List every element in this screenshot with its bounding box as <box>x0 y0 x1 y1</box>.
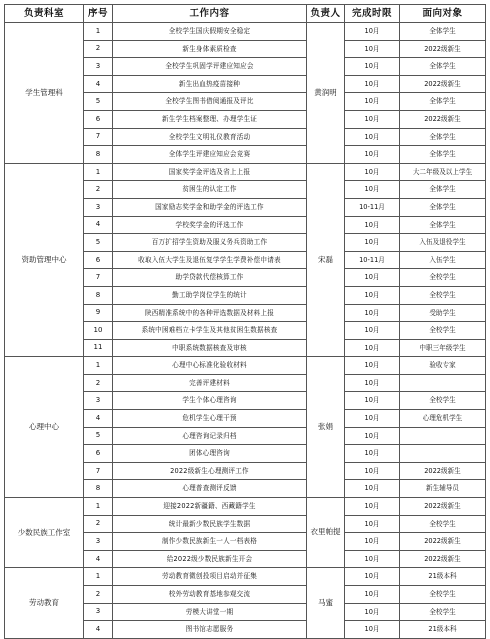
target-cell: 全体学生 <box>400 58 486 76</box>
deadline-cell: 10月 <box>345 163 400 181</box>
seq-cell: 7 <box>84 462 113 480</box>
seq-cell: 3 <box>84 533 113 551</box>
deadline-cell: 10-11月 <box>345 251 400 269</box>
target-cell <box>400 374 486 392</box>
target-cell: 全校学生 <box>400 392 486 410</box>
deadline-cell: 10月 <box>345 374 400 392</box>
seq-cell: 8 <box>84 286 113 304</box>
seq-cell: 9 <box>84 304 113 322</box>
seq-cell: 3 <box>84 198 113 216</box>
task-cell: 危机学生心理干预 <box>113 410 307 428</box>
header-row <box>5 5 486 23</box>
header-task: 工作内容 <box>113 5 307 23</box>
seq-cell: 2 <box>84 515 113 533</box>
deadline-cell: 10月 <box>345 480 400 498</box>
seq-cell: 11 <box>84 339 113 357</box>
deadline-cell: 10月 <box>345 427 400 445</box>
seq-cell: 2 <box>84 586 113 604</box>
target-cell: 验收专家 <box>400 357 486 375</box>
deadline-cell: 10月 <box>345 339 400 357</box>
task-cell: 中职系统数据核查及审核 <box>113 339 307 357</box>
header-person: 负责人 <box>307 5 345 23</box>
seq-cell: 4 <box>84 216 113 234</box>
dept-cell: 学生管理科 <box>5 23 84 164</box>
deadline-cell: 10月 <box>345 234 400 252</box>
seq-cell: 1 <box>84 163 113 181</box>
task-cell: 劳模大讲堂一期 <box>113 603 307 621</box>
seq-cell: 2 <box>84 374 113 392</box>
target-cell: 全体学生 <box>400 23 486 41</box>
header-seq: 序号 <box>84 5 113 23</box>
seq-cell: 3 <box>84 392 113 410</box>
deadline-cell: 10月 <box>345 269 400 287</box>
target-cell: 2022级新生 <box>400 462 486 480</box>
target-cell: 全校学生 <box>400 269 486 287</box>
work-plan-table <box>4 4 486 639</box>
seq-cell: 8 <box>84 480 113 498</box>
person-cell: 张娟 <box>307 357 345 498</box>
target-cell: 全体学生 <box>400 93 486 111</box>
deadline-cell: 10月 <box>345 357 400 375</box>
task-cell: 迎接2022新疆籍、西藏籍学生 <box>113 498 307 516</box>
task-cell: 学校奖学金的评选工作 <box>113 216 307 234</box>
task-cell: 完善评建材料 <box>113 374 307 392</box>
task-cell: 心理普查测评反馈 <box>113 480 307 498</box>
target-cell: 21级本科 <box>400 568 486 586</box>
target-cell: 2022级新生 <box>400 498 486 516</box>
seq-cell: 6 <box>84 445 113 463</box>
table-row <box>5 163 486 181</box>
task-cell: 给2022级少数民族新生开会 <box>113 550 307 568</box>
task-cell: 新生学生档案整理、办理学生证 <box>113 110 307 128</box>
table-row <box>5 23 486 41</box>
dept-cell: 少数民族工作室 <box>5 498 84 568</box>
target-cell: 全体学生 <box>400 128 486 146</box>
deadline-cell: 10月 <box>345 550 400 568</box>
deadline-cell: 10月 <box>345 216 400 234</box>
deadline-cell: 10月 <box>345 110 400 128</box>
target-cell: 心理危机学生 <box>400 410 486 428</box>
target-cell: 新生辅导员 <box>400 480 486 498</box>
target-cell: 2022级新生 <box>400 550 486 568</box>
work-plan-sheet <box>4 4 485 639</box>
task-cell: 系统中困难档立卡学生及其他贫困生数据核查 <box>113 322 307 340</box>
deadline-cell: 10月 <box>345 462 400 480</box>
target-cell: 21级本科 <box>400 621 486 639</box>
deadline-cell: 10月 <box>345 392 400 410</box>
task-cell: 图书馆志愿服务 <box>113 621 307 639</box>
target-cell: 全校学生 <box>400 515 486 533</box>
seq-cell: 5 <box>84 93 113 111</box>
deadline-cell: 10月 <box>345 304 400 322</box>
task-cell: 校外劳动教育基地参观交流 <box>113 586 307 604</box>
deadline-cell: 10月 <box>345 603 400 621</box>
header-deadline: 完成时限 <box>345 5 400 23</box>
deadline-cell: 10月 <box>345 146 400 164</box>
deadline-cell: 10月 <box>345 40 400 58</box>
seq-cell: 2 <box>84 181 113 199</box>
person-cell: 黄润明 <box>307 23 345 164</box>
header-target: 面向对象 <box>400 5 486 23</box>
seq-cell: 4 <box>84 621 113 639</box>
target-cell: 受助学生 <box>400 304 486 322</box>
deadline-cell: 10月 <box>345 410 400 428</box>
target-cell: 全校学生 <box>400 603 486 621</box>
task-cell: 制作少数民族新生一人一档表格 <box>113 533 307 551</box>
seq-cell: 1 <box>84 568 113 586</box>
target-cell <box>400 427 486 445</box>
task-cell: 新生出血热疫苗接种 <box>113 75 307 93</box>
target-cell: 全体学生 <box>400 181 486 199</box>
seq-cell: 4 <box>84 550 113 568</box>
seq-cell: 3 <box>84 58 113 76</box>
target-cell: 中职三年级学生 <box>400 339 486 357</box>
seq-cell: 7 <box>84 269 113 287</box>
task-cell: 国家奖学金评选及省上上报 <box>113 163 307 181</box>
target-cell: 2022级新生 <box>400 110 486 128</box>
seq-cell: 3 <box>84 603 113 621</box>
target-cell: 大二年级及以上学生 <box>400 163 486 181</box>
task-cell: 全校学生国庆假期安全稳定 <box>113 23 307 41</box>
deadline-cell: 10月 <box>345 445 400 463</box>
person-cell: 宋磊 <box>307 163 345 357</box>
task-cell: 百万扩招学生资助及服义务兵资助工作 <box>113 234 307 252</box>
task-cell: 全校学生文明礼仪教育活动 <box>113 128 307 146</box>
target-cell: 全体学生 <box>400 216 486 234</box>
seq-cell: 2 <box>84 40 113 58</box>
task-cell: 全体学生评建应知应会竞赛 <box>113 146 307 164</box>
target-cell: 全校学生 <box>400 322 486 340</box>
target-cell: 2022级新生 <box>400 75 486 93</box>
task-cell: 心理咨询记录归档 <box>113 427 307 445</box>
table-row <box>5 498 486 516</box>
deadline-cell: 10月 <box>345 586 400 604</box>
seq-cell: 7 <box>84 128 113 146</box>
task-cell: 贫困生的认定工作 <box>113 181 307 199</box>
header-dept: 负责科室 <box>5 5 84 23</box>
target-cell: 入伍学生 <box>400 251 486 269</box>
task-cell: 劳动教育微创投项目启动并征集 <box>113 568 307 586</box>
seq-cell: 4 <box>84 75 113 93</box>
task-cell: 国家励志奖学金和助学金的评选工作 <box>113 198 307 216</box>
seq-cell: 1 <box>84 357 113 375</box>
task-cell: 助学贷款代偿核算工作 <box>113 269 307 287</box>
task-cell: 心理中心标准化验收材料 <box>113 357 307 375</box>
deadline-cell: 10月 <box>345 515 400 533</box>
deadline-cell: 10月 <box>345 181 400 199</box>
deadline-cell: 10月 <box>345 75 400 93</box>
deadline-cell: 10月 <box>345 58 400 76</box>
table-row <box>5 568 486 586</box>
target-cell: 全体学生 <box>400 198 486 216</box>
dept-cell: 资助管理中心 <box>5 163 84 357</box>
table-body <box>5 23 486 639</box>
task-cell: 统计最新少数民族学生数据 <box>113 515 307 533</box>
task-cell: 学生个体心理咨询 <box>113 392 307 410</box>
deadline-cell: 10月 <box>345 322 400 340</box>
deadline-cell: 10-11月 <box>345 198 400 216</box>
seq-cell: 1 <box>84 23 113 41</box>
seq-cell: 5 <box>84 427 113 445</box>
target-cell: 全校学生 <box>400 586 486 604</box>
target-cell: 2022级新生 <box>400 533 486 551</box>
deadline-cell: 10月 <box>345 93 400 111</box>
table-row <box>5 357 486 375</box>
seq-cell: 8 <box>84 146 113 164</box>
task-cell: 新生身体素质检查 <box>113 40 307 58</box>
task-cell: 陕西精准系统中的各种评选数据及材料上报 <box>113 304 307 322</box>
task-cell: 团体心理咨询 <box>113 445 307 463</box>
target-cell: 2022级新生 <box>400 40 486 58</box>
deadline-cell: 10月 <box>345 128 400 146</box>
person-cell: 马蜜 <box>307 568 345 638</box>
seq-cell: 6 <box>84 110 113 128</box>
target-cell: 入伍及退役学生 <box>400 234 486 252</box>
dept-cell: 心理中心 <box>5 357 84 498</box>
deadline-cell: 10月 <box>345 23 400 41</box>
dept-cell: 劳动教育 <box>5 568 84 638</box>
seq-cell: 5 <box>84 234 113 252</box>
task-cell: 勤工助学岗位学生的统计 <box>113 286 307 304</box>
task-cell: 收取入伍大学生及退伍复学学生学费补偿申请表 <box>113 251 307 269</box>
deadline-cell: 10月 <box>345 498 400 516</box>
deadline-cell: 10月 <box>345 286 400 304</box>
person-cell: 衣里帕提 <box>307 498 345 568</box>
seq-cell: 6 <box>84 251 113 269</box>
target-cell: 全体学生 <box>400 146 486 164</box>
deadline-cell: 10月 <box>345 533 400 551</box>
target-cell: 全校学生 <box>400 286 486 304</box>
task-cell: 全校学生巩固学评建应知应会 <box>113 58 307 76</box>
target-cell <box>400 445 486 463</box>
deadline-cell: 10月 <box>345 568 400 586</box>
seq-cell: 10 <box>84 322 113 340</box>
seq-cell: 1 <box>84 498 113 516</box>
task-cell: 全校学生图书借阅通报及评比 <box>113 93 307 111</box>
task-cell: 2022级新生心理测评工作 <box>113 462 307 480</box>
deadline-cell: 10月 <box>345 621 400 639</box>
seq-cell: 4 <box>84 410 113 428</box>
